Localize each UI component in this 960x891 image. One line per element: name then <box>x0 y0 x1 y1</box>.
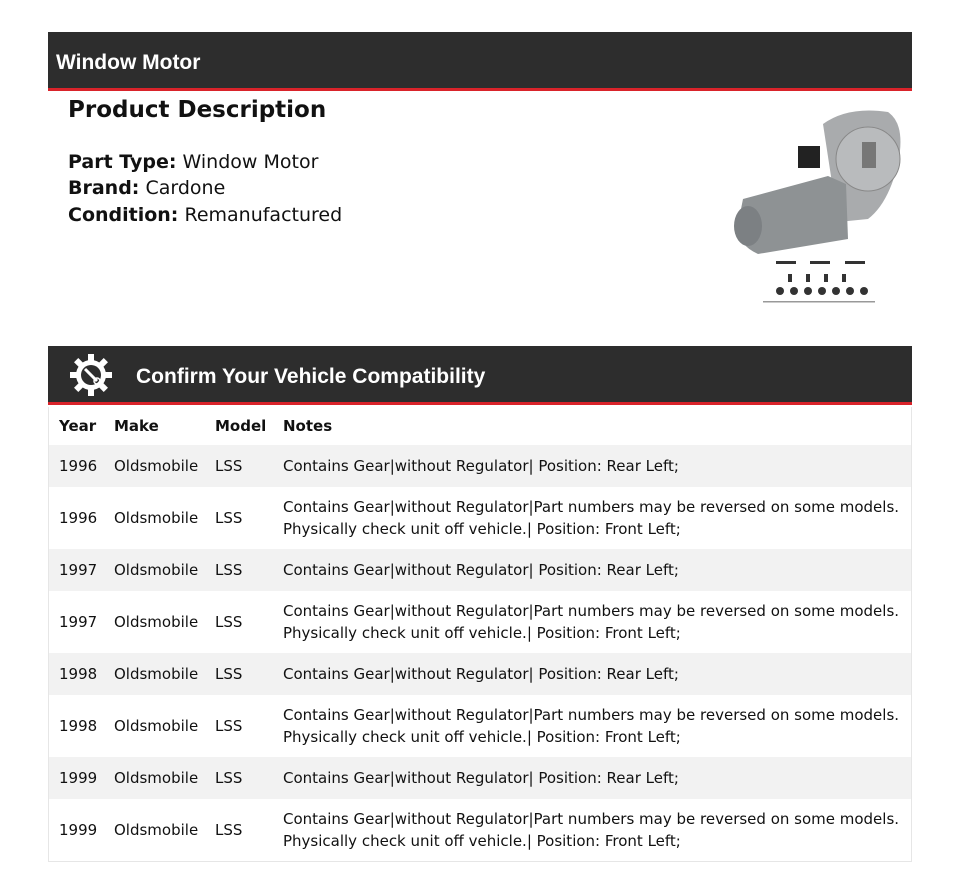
cell-model: LSS <box>215 613 243 631</box>
cell-notes: Contains Gear|without Regulator|Part numbers may be reversed on some models. Physically check unit off vehicle.| Position: Front Left; <box>283 498 900 538</box>
window-motor-product-image <box>728 104 908 309</box>
table-header-row <box>49 407 912 445</box>
compatibility-bar <box>48 346 912 405</box>
cell-notes: Contains Gear|without Regulator| Position: Rear Left; <box>283 769 679 787</box>
cell-notes: Contains Gear|without Regulator| Position: Rear Left; <box>283 561 679 579</box>
column-model: Model <box>215 417 267 435</box>
cell-year: 1996 <box>59 457 98 475</box>
cell-notes: Contains Gear|without Regulator| Position: Rear Left; <box>283 457 679 475</box>
cell-year: 1997 <box>59 613 98 631</box>
cell-make: Oldsmobile <box>114 561 199 579</box>
spec-brand: Brand: Cardone <box>68 177 226 199</box>
column-notes: Notes <box>283 417 333 435</box>
cell-model: LSS <box>215 561 243 579</box>
cell-make: Oldsmobile <box>114 665 199 683</box>
cell-model: LSS <box>215 769 243 787</box>
product-title: Window Motor <box>56 51 201 74</box>
cell-model: LSS <box>215 717 243 735</box>
column-make: Make <box>114 417 159 435</box>
table-row <box>49 549 912 591</box>
cell-model: LSS <box>215 457 243 475</box>
table-row <box>49 757 912 799</box>
table-row <box>49 695 912 757</box>
table-row <box>49 653 912 695</box>
table-row <box>49 487 912 549</box>
gear-wrench-icon <box>70 354 112 396</box>
cell-year: 1999 <box>59 821 98 839</box>
cell-model: LSS <box>215 665 243 683</box>
table-row <box>49 445 912 487</box>
cell-notes: Contains Gear|without Regulator|Part numbers may be reversed on some models. Physically check unit off vehicle.| Position: Front Left; <box>283 602 900 642</box>
table-row <box>49 591 912 653</box>
cell-model: LSS <box>215 509 243 527</box>
cell-notes: Contains Gear|without Regulator|Part numbers may be reversed on some models. Physically check unit off vehicle.| Position: Front Left; <box>283 810 900 850</box>
cell-notes: Contains Gear|without Regulator|Part numbers may be reversed on some models. Physically check unit off vehicle.| Position: Front Left; <box>283 706 900 746</box>
cell-year: 1998 <box>59 717 98 735</box>
cell-make: Oldsmobile <box>114 457 199 475</box>
compatibility-table <box>48 407 912 862</box>
compatibility-title: Confirm Your Vehicle Compatibility <box>136 365 486 388</box>
cell-year: 1996 <box>59 509 98 527</box>
cell-make: Oldsmobile <box>114 821 199 839</box>
cell-notes: Contains Gear|without Regulator| Position: Rear Left; <box>283 665 679 683</box>
spec-condition: Condition: Remanufactured <box>68 204 343 226</box>
cell-year: 1998 <box>59 665 98 683</box>
spec-part-type: Part Type: Window Motor <box>68 151 319 173</box>
cell-year: 1997 <box>59 561 98 579</box>
cell-make: Oldsmobile <box>114 509 199 527</box>
cell-make: Oldsmobile <box>114 769 199 787</box>
cell-make: Oldsmobile <box>114 613 199 631</box>
product-title-bar <box>48 32 912 91</box>
column-year: Year <box>59 417 97 435</box>
cell-model: LSS <box>215 821 243 839</box>
cell-year: 1999 <box>59 769 98 787</box>
cell-make: Oldsmobile <box>114 717 199 735</box>
product-description-heading: Product Description <box>68 97 327 123</box>
table-row <box>49 799 912 862</box>
